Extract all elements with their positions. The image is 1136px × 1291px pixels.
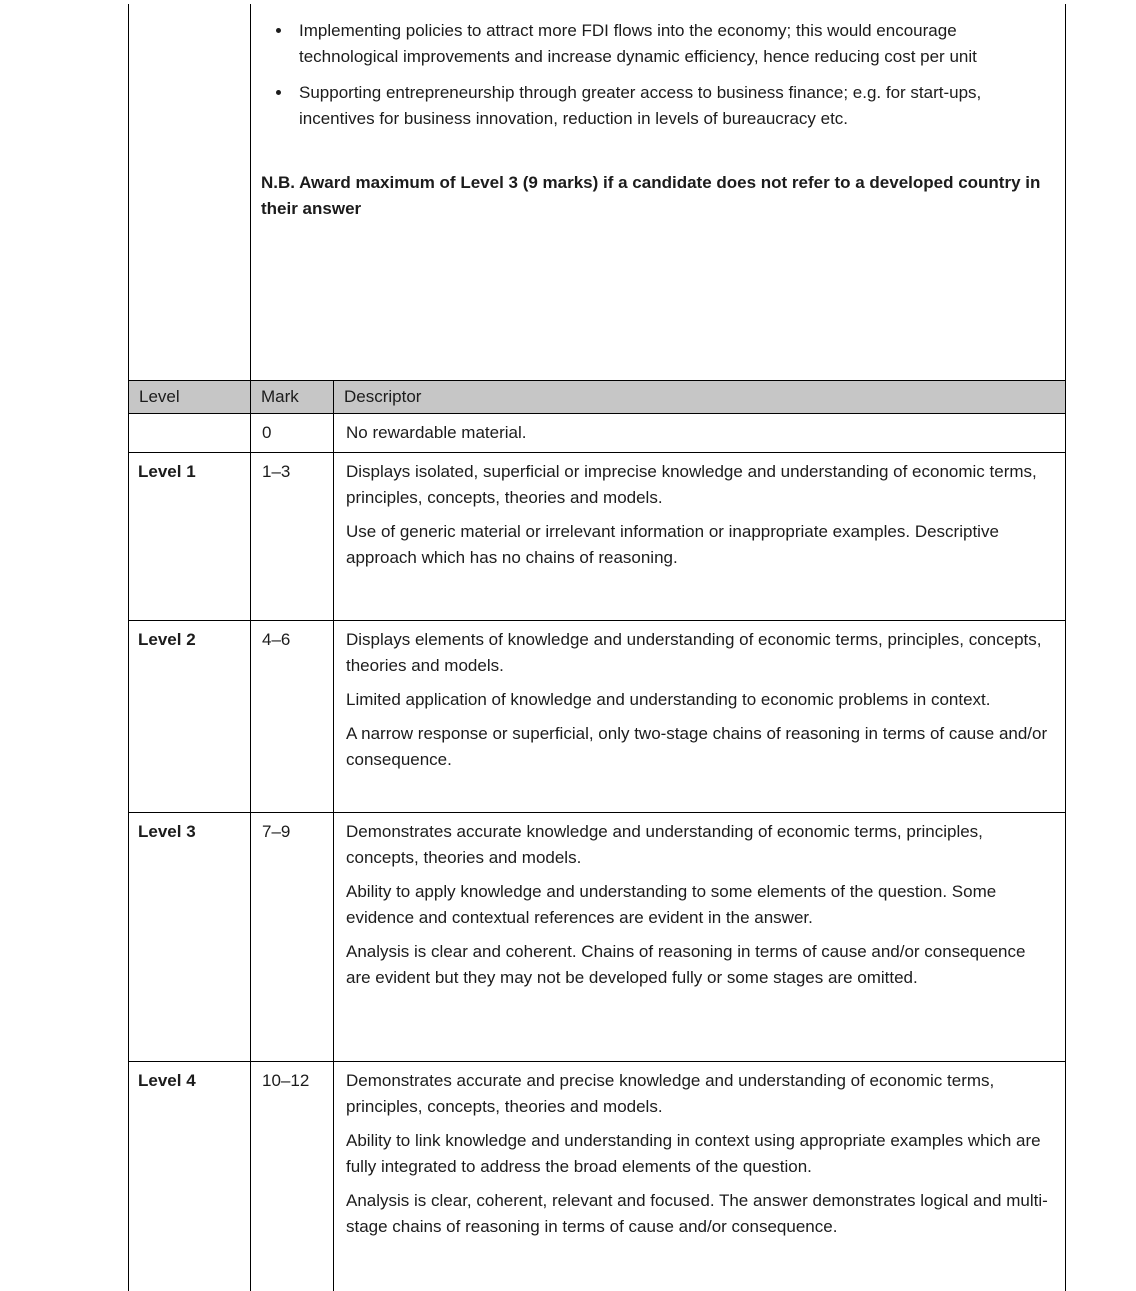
mark-cell: 1–3 — [251, 453, 334, 621]
bullet-item: • Supporting entrepreneurship through greater access to business finance; e.g. for start-ups, incentives for business innovation, reduction in levels of bureaucracy etc. — [293, 80, 1051, 132]
descriptor-paragraph: A narrow response or superficial, only two-stage chains of reasoning in terms of cause and/or consequence. — [346, 724, 1048, 769]
descriptor-paragraph: Analysis is clear, coherent, relevant and focused. The answer demonstrates logical and multi-stage chains of reasoning in terms of cause and/or consequence. — [346, 1191, 1048, 1236]
table-row — [129, 813, 1066, 1062]
level-cell: Level 2 — [129, 621, 251, 813]
intro-content-cell — [251, 4, 1066, 381]
descriptor-paragraph: Ability to link knowledge and understanding in context using appropriate examples which are fully integrated to address the broad elements of the question. — [346, 1131, 1041, 1176]
mark-cell: 0 — [251, 414, 334, 453]
descriptor-cell — [334, 414, 1066, 453]
descriptor-paragraph: Demonstrates accurate knowledge and understanding of economic terms, principles, concepts, theories and models. — [346, 822, 983, 867]
table-row — [129, 453, 1066, 621]
table-row — [129, 1062, 1066, 1291]
descriptor-paragraph: Displays isolated, superficial or imprecise knowledge and understanding of economic terms, principles, concepts, theories and models. — [346, 462, 1037, 507]
table-header-row — [129, 381, 1066, 414]
descriptor-paragraph: Analysis is clear and coherent. Chains of reasoning in terms of cause and/or consequence are evident but they may not be developed fully or some stages are omitted. — [346, 942, 1026, 987]
header-level: Level — [129, 381, 251, 414]
nb-note: N.B. Award maximum of Level 3 (9 marks) if a candidate does not refer to a developed country in their answer — [261, 173, 1041, 218]
level-cell: Level 1 — [129, 453, 251, 621]
table-row — [129, 621, 1066, 813]
level-cell — [129, 414, 251, 453]
table-row — [129, 414, 1066, 453]
descriptor-cell — [334, 1062, 1066, 1291]
descriptor-paragraph: Limited application of knowledge and understanding to economic problems in context. — [346, 690, 991, 709]
mark-cell: 4–6 — [251, 621, 334, 813]
intro-empty-cell — [129, 4, 251, 381]
bullet-list — [261, 18, 1051, 132]
header-descriptor: Descriptor — [334, 381, 1066, 414]
descriptor-cell — [334, 813, 1066, 1062]
mark-cell: 10–12 — [251, 1062, 334, 1291]
descriptor-paragraph: Ability to apply knowledge and understanding to some elements of the question. Some evidence and contextual references are evident in the answer. — [346, 882, 997, 927]
descriptor-paragraph: Demonstrates accurate and precise knowledge and understanding of economic terms, principles, concepts, theories and models. — [346, 1071, 995, 1116]
descriptor-paragraph: Displays elements of knowledge and understanding of economic terms, principles, concepts, theories and models. — [346, 630, 1042, 675]
descriptor-paragraph: Use of generic material or irrelevant information or inappropriate examples. Descriptive approach which has no chains of reasoning. — [346, 522, 999, 567]
descriptor-cell — [334, 621, 1066, 813]
descriptor-paragraph: No rewardable material. — [346, 423, 527, 442]
mark-scheme-table — [128, 4, 1066, 1291]
mark-cell: 7–9 — [251, 813, 334, 1062]
intro-row — [129, 4, 1066, 381]
level-cell: Level 4 — [129, 1062, 251, 1291]
header-mark: Mark — [251, 381, 334, 414]
descriptor-cell — [334, 453, 1066, 621]
level-cell: Level 3 — [129, 813, 251, 1062]
bullet-item: • Implementing policies to attract more FDI flows into the economy; this would encourage technological improvements and increase dynamic efficiency, hence reducing cost per unit — [293, 18, 1051, 70]
